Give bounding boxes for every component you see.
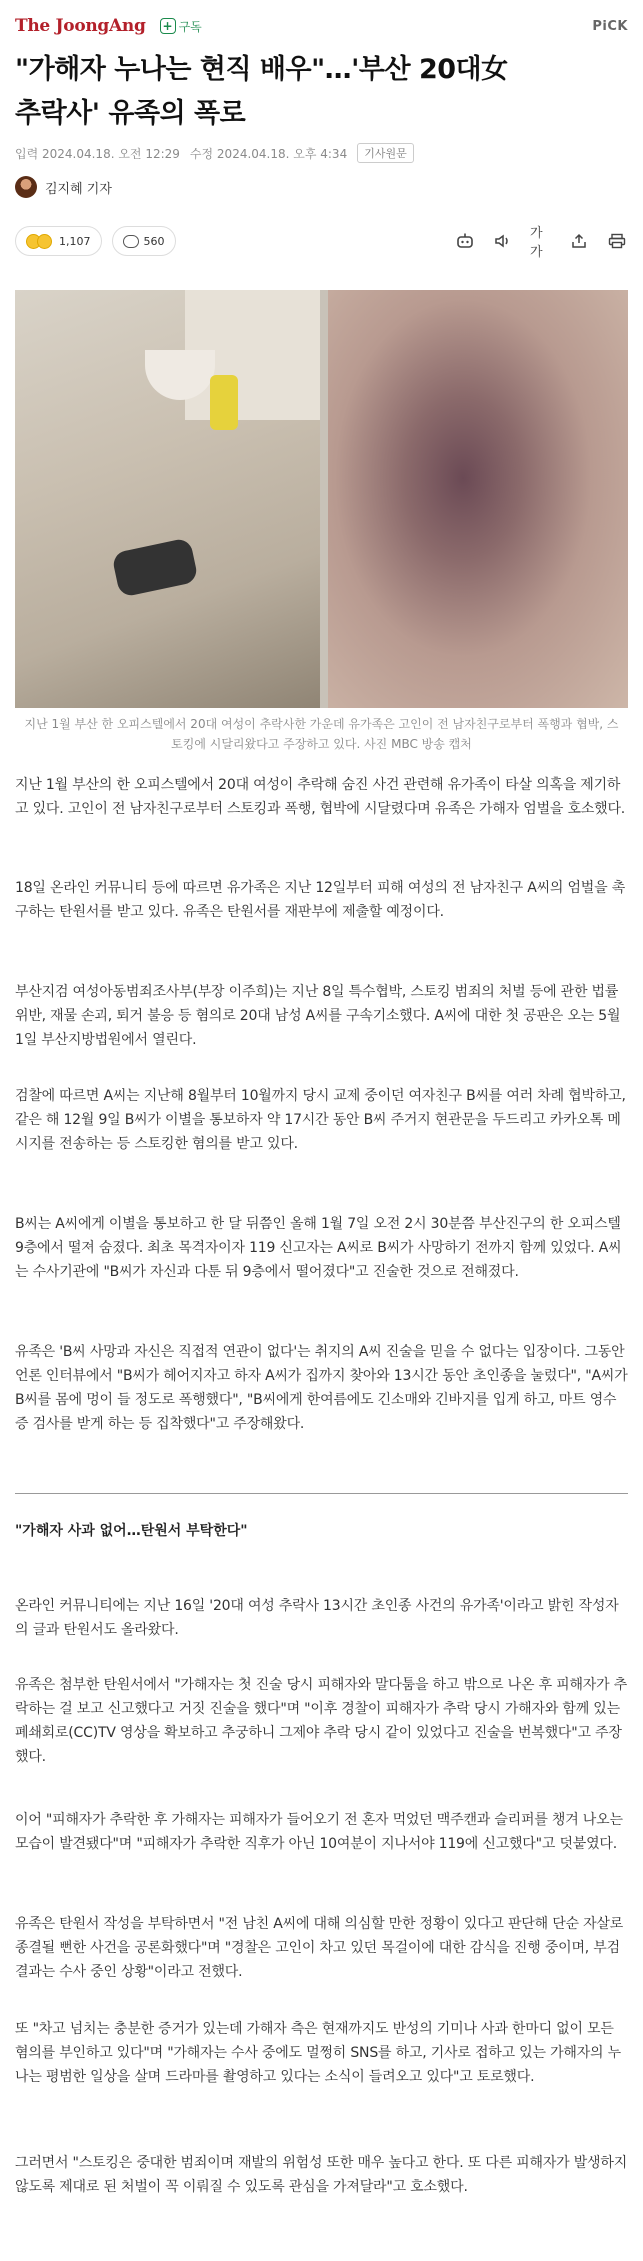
paragraph-4: 검찰에 따르면 A씨는 지난해 8월부터 10월까지 당시 교제 중이던 여자친구 B씨를 여러 차례 협박하고, 같은 해 12월 9일 B씨가 이별을 통보하자 약 17시간 동안 B씨 주거지 현관문을 두드리고 카카오톡 메시지를 전송하는 등 스토킹한 혐의를 받고 있다. — [15, 1088, 626, 1152]
article-title — [15, 48, 630, 136]
paragraph-6: 유족은 'B씨 사망과 자신은 직접적 연관이 없다'는 취지의 A씨 진술을 믿을 수 없다는 입장이다. 그동안 언론 인터뷰에서 "B씨가 헤어지자고 하자 A씨가 집까지 찾아와 13시간 동안 초인종을 눌렀다", "A씨가 B씨를 몸에 멍이 들 정도로 폭행했다", "B씨에게 한여름에도 긴소매와 긴바지를 입게 하고, 마트 영수증 검사를 받게 하는 등 집착했다"고 주장해왔다. — [15, 1344, 628, 1432]
paragraph-11: 또 "차고 넘치는 충분한 증거가 있는데 가해자 측은 현재까지도 반성의 기미나 사과 한마디 없이 모든 혐의를 부인하고 있다"며 "가해자는 수사 중에도 멀쩡히 SNS를 하고, 기사로 접하고 있는 가해자의 누나는 평범한 일상을 살며 드라마를 촬영하고 있다는 소식이 들려오고 있다"고 토로했다. — [15, 2021, 621, 2085]
font-size-icon[interactable]: 가가 — [530, 226, 543, 260]
section-subheading: "가해자 사과 없어…탄원서 부탁한다" — [15, 1523, 248, 1539]
article-photo — [15, 290, 628, 708]
plus-icon: + — [160, 18, 176, 34]
paragraph-7: 온라인 커뮤니티에는 지난 16일 '20대 여성 추락사 13시간 초인종 사건의 유가족'이라고 밝힌 작성자의 글과 탄원서도 올라왔다. — [15, 1598, 619, 1638]
comment-button[interactable] — [112, 226, 176, 256]
top-bar — [0, 0, 643, 52]
paragraph-1: 지난 1월 부산의 한 오피스텔에서 20대 여성이 추락해 숨진 사건 관련해 유가족이 타살 의혹을 제기하고 있다. 고인이 전 남자친구로부터 스토킹과 폭행, 협박에 시달렸다며 유족은 가해자 엄벌을 호소했다. — [15, 777, 626, 817]
date-modified: 수정 2024.04.18. 오후 4:34 — [189, 146, 348, 161]
subscribe-label: 구독 — [178, 19, 202, 34]
photo-scene-panel — [15, 290, 328, 708]
action-bar — [15, 223, 628, 259]
article-meta — [15, 143, 414, 163]
paragraph-5: B씨는 A씨에게 이별을 통보하고 한 달 뒤쯤인 올해 1월 7일 오전 2시 30분쯤 부산진구의 한 오피스텔 9층에서 떨져 숨졌다. 최초 목격자이자 119 신고자는 A씨로 B씨가 사망하기 전까지 함께 있었다. A씨는 수사기관에 "B씨가 자신과 다툰 뒤 9층에서 떨어졌다"고 진술한 것으로 전해졌다. — [15, 1216, 622, 1280]
reaction-emoji-icon — [26, 234, 48, 249]
comment-count: 560 — [143, 234, 165, 248]
article-title-line-2: 추락사' 유족의 폭로 — [15, 98, 246, 129]
subscribe-button[interactable] — [160, 18, 202, 35]
author-byline[interactable] — [15, 176, 112, 198]
paragraph-9: 이어 "피해자가 추락한 후 가해자는 피해자가 들어오기 전 혼자 먹었던 맥주캔과 슬리퍼를 챙겨 나오는 모습이 발견됐다"며 "피해자가 추락한 직후가 아닌 10여분이 지나서야 119에 신고했다"고 덧붙였다. — [15, 1812, 623, 1852]
reaction-count: 1,107 — [59, 234, 91, 248]
comment-bubble-icon — [123, 235, 139, 248]
audio-icon[interactable] — [492, 230, 514, 252]
tool-icons — [454, 226, 628, 260]
original-article-button[interactable]: 기사원문 — [357, 143, 414, 163]
paragraph-3: 부산지검 여성아동범죄조사부(부장 이주희)는 지난 8일 특수협박, 스토킹 범죄의 처벌 등에 관한 법률 위반, 재물 손괴, 퇴거 불응 등 혐의로 20대 남성 A씨를 구속기소했다. A씨에 대한 첫 공판은 오는 5월 1일 부산지방법원에서 열린다. — [15, 984, 621, 1048]
pick-label[interactable]: PiCK — [592, 18, 628, 34]
tts-robot-icon[interactable] — [454, 230, 476, 252]
paragraph-12: 그러면서 "스토킹은 중대한 범죄이며 재발의 위험성 또한 매우 높다고 한다. 또 다른 피해자가 발생하지 않도록 제대로 된 처벌이 꼭 이뤄질 수 있도록 관심을 가져달라"고 호소했다. — [15, 2155, 628, 2195]
paragraph-2: 18일 온라인 커뮤니티 등에 따르면 유가족은 지난 12일부터 피해 여성의 전 남자친구 A씨의 엄벌을 촉구하는 탄원서를 받고 있다. 유족은 탄원서를 재판부에 제출할 예정이다. — [15, 880, 626, 920]
reaction-button[interactable] — [15, 226, 102, 256]
author-avatar — [15, 176, 37, 198]
section-divider — [15, 1493, 628, 1494]
paragraph-8: 유족은 첨부한 탄원서에서 "가해자는 첫 진술 당시 피해자와 말다툼을 하고 밖으로 나온 후 피해자가 추락하는 걸 보고 신고했다고 거짓 진술을 했다"며 "이후 경찰이 피해자가 추락 당시 가해자와 함께 있는 폐쇄회로(CC)TV 영상을 확보하고 추궁하니 그제야 추락 당시 같이 있었다고 진술을 번복했다"고 주장했다. — [15, 1677, 628, 1765]
paragraph-10: 유족은 탄원서 작성을 부탁하면서 "전 남친 A씨에 대해 의심할 만한 정황이 있다고 판단해 단순 자살로 종결될 뻔한 사건을 공론화했다"며 "경찰은 고인이 차고 있던 목걸이에 대한 감식을 진행 중이며, 부검 결과는 수사 중인 상황"이라고 전했다. — [15, 1916, 624, 1980]
photo-bruise-panel — [328, 290, 628, 708]
share-icon[interactable] — [568, 230, 590, 252]
date-input: 입력 2024.04.18. 오전 12:29 — [15, 146, 180, 161]
print-icon[interactable] — [606, 230, 628, 252]
site-logo[interactable]: The JoongAng — [15, 16, 146, 36]
photo-caption: 지난 1월 부산 한 오피스텔에서 20대 여성이 추락사한 가운데 유가족은 고인이 전 남자친구로부터 폭행과 협박, 스토킹에 시달리왔다고 주장하고 있다. 사진 MBC 방송 캡처 — [24, 717, 619, 751]
article-title-line-1: "가해자 누나는 현직 배우"…'부산 20대女 — [15, 54, 508, 85]
author-name: 김지혜 기자 — [45, 181, 112, 197]
